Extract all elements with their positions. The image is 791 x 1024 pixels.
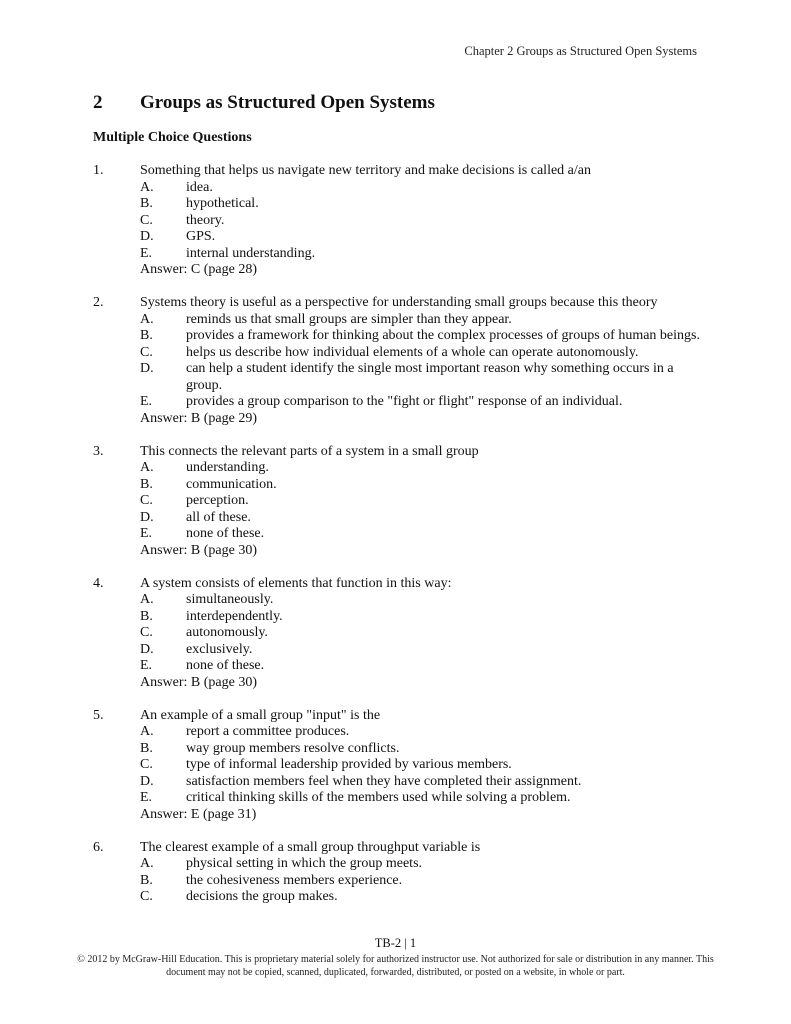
option-letter: A.	[140, 724, 154, 739]
option-letter: C.	[140, 757, 153, 772]
option-letter: A.	[140, 311, 154, 327]
option-letter: D.	[140, 361, 154, 376]
option-letter: B.	[140, 476, 153, 492]
question	[93, 163, 713, 279]
option-letter: E.	[140, 245, 153, 261]
option-text: physical setting in which the group meets.	[186, 856, 423, 871]
option	[140, 477, 713, 494]
page-number: TB-2 | 1	[374, 936, 417, 950]
option	[140, 856, 713, 873]
answer-key: Answer: B (page 30)	[140, 674, 258, 690]
option-text: none of these.	[186, 658, 265, 673]
option-text: way group members resolve conflicts.	[186, 740, 400, 756]
question	[93, 840, 713, 906]
option	[140, 889, 713, 906]
option-letter: E.	[140, 790, 153, 805]
option-text: satisfaction members feel when they have completed their assignment.	[186, 773, 582, 789]
question-text: This connects the relevant parts of a system in a small group	[140, 443, 479, 459]
option	[140, 312, 713, 329]
option	[140, 741, 713, 758]
question	[93, 576, 713, 692]
question-text: Systems theory is useful as a perspective for understanding small groups because this theory	[140, 295, 658, 310]
option	[140, 361, 713, 394]
option-text: decisions the group makes.	[186, 889, 338, 904]
option-letter: B.	[140, 328, 153, 343]
answer-key: Answer: C (page 28)	[140, 262, 258, 277]
chapter-number: 2	[93, 92, 103, 113]
option	[140, 180, 713, 197]
option	[140, 642, 713, 659]
option-text: critical thinking skills of the members used while solving a problem.	[186, 790, 571, 805]
option-letter: E.	[140, 394, 153, 409]
question-number: 4.	[93, 575, 104, 591]
question-text: An example of a small group "input" is the	[140, 707, 381, 723]
option	[140, 493, 713, 510]
option	[140, 526, 713, 543]
question-text: A system consists of elements that function in this way:	[140, 575, 452, 591]
option-text: all of these.	[186, 509, 251, 525]
option-letter: C.	[140, 344, 153, 360]
option-letter: E.	[140, 658, 153, 673]
option-text: none of these.	[186, 526, 265, 541]
option-letter: B.	[140, 608, 153, 624]
option-text: understanding.	[186, 460, 269, 475]
option-text: internal understanding.	[186, 245, 316, 261]
option	[140, 757, 713, 774]
option	[140, 510, 713, 527]
option-text: the cohesiveness members experience.	[186, 872, 403, 888]
option-text: provides a group comparison to the "fight or flight" response of an individual.	[186, 394, 623, 409]
option-letter: B.	[140, 740, 153, 756]
answer-key: Answer: B (page 29)	[140, 410, 258, 426]
option-letter: D.	[140, 509, 154, 525]
question-list	[93, 163, 713, 922]
question-text: Something that helps us navigate new territory and make decisions is called a/an	[140, 163, 591, 178]
option-letter: A.	[140, 460, 154, 475]
option-letter: C.	[140, 493, 153, 508]
option	[140, 394, 713, 411]
option-letter: D.	[140, 229, 154, 244]
option	[140, 609, 713, 626]
option-letter: C.	[140, 625, 153, 640]
chapter-title	[93, 92, 435, 114]
question-number: 5.	[93, 707, 104, 723]
option-letter: D.	[140, 773, 154, 789]
option-letter: C.	[140, 212, 153, 228]
option-letter: A.	[140, 856, 154, 871]
option-letter: E.	[140, 526, 153, 541]
copyright-notice: © 2012 by McGraw-Hill Education. This is proprietary material solely for authorized instructor use. Not authorized for sale or distribution in any manner. This document may not be copied, scanned, duplicated, forwarded, distributed, or posted on a website, in whole or part.	[77, 954, 714, 978]
option-letter: C.	[140, 889, 153, 904]
option	[140, 774, 713, 791]
option-text: hypothetical.	[186, 196, 259, 211]
option-text: autonomously.	[186, 625, 268, 640]
option-text: communication.	[186, 476, 277, 492]
option	[140, 229, 713, 246]
chapter-title-text: Groups as Structured Open Systems	[140, 92, 435, 113]
option-text: exclusively.	[186, 641, 253, 657]
option	[140, 625, 713, 642]
question-number: 1.	[93, 163, 104, 178]
option	[140, 345, 713, 362]
option-text: idea.	[186, 179, 213, 195]
option-text: reminds us that small groups are simpler than they appear.	[186, 311, 512, 327]
option-text: type of informal leadership provided by various members.	[186, 757, 512, 772]
option	[140, 460, 713, 477]
question-text: The clearest example of a small group throughput variable is	[140, 839, 481, 855]
option	[140, 658, 713, 675]
option-letter: D.	[140, 641, 154, 657]
option-letter: B.	[140, 196, 153, 211]
option	[140, 196, 713, 213]
option	[140, 724, 713, 741]
answer-key: Answer: E (page 31)	[140, 806, 257, 822]
option-letter: B.	[140, 872, 153, 888]
option-text: GPS.	[186, 229, 216, 244]
question	[93, 444, 713, 560]
question-number: 3.	[93, 443, 104, 459]
option	[140, 592, 713, 609]
question	[93, 295, 713, 427]
section-title: Multiple Choice Questions	[93, 130, 252, 145]
question-number: 2.	[93, 295, 104, 310]
question-number: 6.	[93, 839, 104, 855]
option-text: simultaneously.	[186, 592, 274, 607]
option-text: helps us describe how individual elements of a whole can operate autonomously.	[186, 344, 639, 360]
option	[140, 873, 713, 890]
option-text: interdependently.	[186, 608, 283, 624]
running-header: Chapter 2 Groups as Structured Open Systems	[464, 44, 697, 58]
option-letter: A.	[140, 592, 154, 607]
option	[140, 246, 713, 263]
option-letter: A.	[140, 179, 154, 195]
option-text: can help a student identify the single most important reason why something occurs in a group.	[186, 361, 674, 393]
option	[140, 790, 713, 807]
option-text: report a committee produces.	[186, 724, 350, 739]
option	[140, 328, 713, 345]
option-text: theory.	[186, 212, 225, 228]
option-text: perception.	[186, 493, 249, 508]
question	[93, 708, 713, 824]
answer-key: Answer: B (page 30)	[140, 542, 258, 558]
option	[140, 213, 713, 230]
option-text: provides a framework for thinking about the complex processes of groups of human beings.	[186, 328, 700, 343]
